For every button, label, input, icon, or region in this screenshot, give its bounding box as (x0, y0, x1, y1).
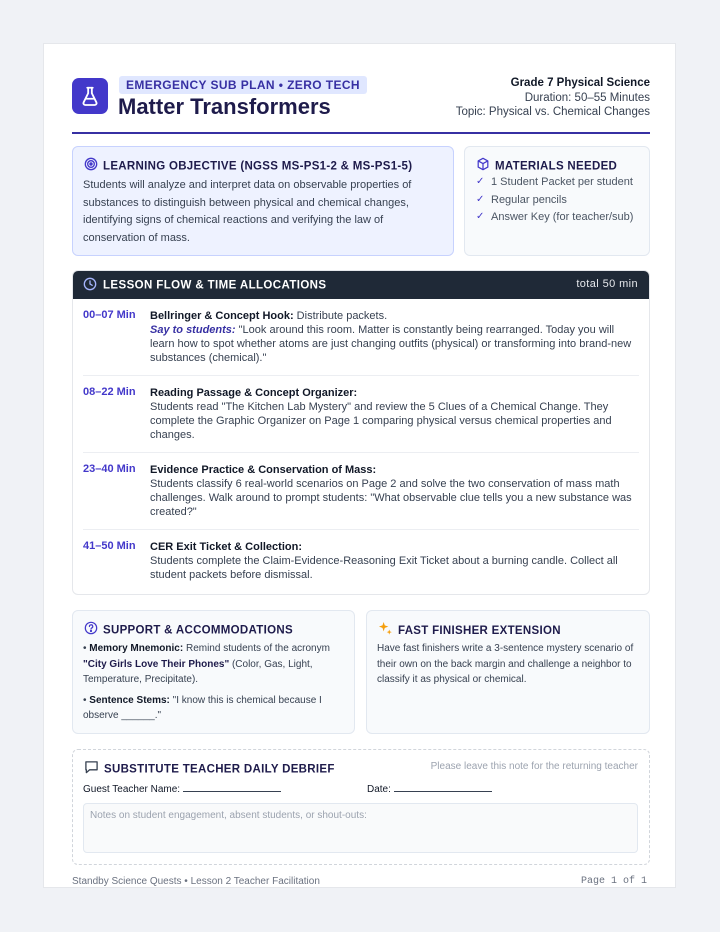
timeline-row (83, 386, 639, 453)
time-range: 00–07 Min (83, 309, 136, 321)
materials-item: ✓ Answer Key (for teacher/sub) (476, 211, 634, 223)
question-circle-icon (84, 621, 98, 640)
date-field[interactable]: Date: (367, 783, 492, 795)
lesson-flow-header (73, 271, 649, 299)
flask-icon (72, 78, 108, 114)
timeline-text: Evidence Practice & Conservation of Mass: Students classify 6 real-world scenarios on Page 2 and solve the two conservation of mass math challenges. Walk around to prompt students: "What observable clue tells you a new substance was created?" (150, 464, 632, 518)
duration-label: Duration: 50–55 Minutes (524, 91, 650, 104)
time-range: 08–22 Min (83, 386, 136, 398)
timeline-row (83, 463, 639, 530)
emergency-badge: EMERGENCY SUB PLAN • ZERO TECH (119, 76, 367, 94)
materials-item: ✓ Regular pencils (476, 193, 567, 206)
timeline-row (83, 309, 639, 376)
objective-heading: LEARNING OBJECTIVE (NGSS MS-PS1-2 & MS-PS1-5) (84, 157, 412, 173)
debrief-note: Please leave this note for the returning teacher (430, 761, 638, 772)
lesson-flow-card (72, 270, 650, 595)
timeline-text: CER Exit Ticket & Collection: Students complete the Claim-Evidence-Reasoning Exit Ticket about a burning candle. Collect all student packets before dismissal. (150, 541, 618, 581)
timeline-text: Bellringer & Concept Hook: Distribute packets. Say to students: "Look around this room. Matter is constantly being rearranged. Today you will learn how to spot whether atoms are just changing outfits (physical) or transforming into brand-new substances (chemical)." (150, 310, 632, 364)
target-icon (84, 157, 98, 176)
footer-left: Standby Science Quests • Lesson 2 Teacher Facilitation (72, 876, 320, 887)
materials-heading: MATERIALS NEEDED (476, 157, 617, 173)
grade-label: Grade 7 Physical Science (510, 77, 650, 89)
notes-textarea[interactable]: Notes on student engagement, absent students, or shout-outs: (83, 803, 638, 853)
time-range: 23–40 Min (83, 463, 136, 475)
clock-icon (83, 277, 97, 294)
lesson-plan-page (43, 43, 676, 888)
fast-finisher-heading: FAST FINISHER EXTENSION (378, 621, 561, 637)
check-icon: ✓ (476, 176, 485, 187)
cube-icon (476, 157, 490, 176)
chat-icon (84, 760, 99, 779)
list-item: • Sentence Stems: "I know this is chemical because I observe ______." (83, 694, 322, 721)
support-heading: SUPPORT & ACCOMMODATIONS (84, 621, 293, 637)
guest-teacher-field[interactable]: Guest Teacher Name: (83, 783, 281, 795)
sparkle-icon (378, 621, 393, 641)
support-list (83, 641, 345, 729)
lesson-meta (456, 76, 650, 120)
objective-text: Students will analyze and interpret data on observable properties of substances to distinguish between physical and chemical changes, identifying signs of chemical reactions and verifying the law of conservation of mass. (83, 179, 412, 244)
debrief-heading: SUBSTITUTE TEACHER DAILY DEBRIEF (84, 760, 335, 776)
fast-finisher-card (366, 610, 650, 734)
check-icon: ✓ (476, 193, 485, 205)
timeline-text: Reading Passage & Concept Organizer: Students read "The Kitchen Lab Mystery" and review the 5 Clues of a Chemical Change. They complete the Graphic Organizer on Page 1 comparing physical versus chemical properties and changes. (150, 387, 612, 441)
fast-finisher-text: Have fast finishers write a 3-sentence mystery scenario of their own on the back margin and challenge a neighbor to classify it as physical or chemical. (377, 643, 634, 685)
topic-label: Topic: Physical vs. Chemical Changes (455, 106, 650, 118)
support-card (72, 610, 355, 734)
check-icon: ✓ (476, 211, 485, 222)
lesson-flow-heading: LESSON FLOW & TIME ALLOCATIONS (83, 277, 326, 294)
materials-card (464, 146, 650, 256)
page-title: Matter Transformers (118, 94, 331, 119)
page-number: Page 1 of 1 (580, 876, 647, 887)
materials-item: ✓ 1 Student Packet per student (476, 176, 633, 188)
learning-objective-card (72, 146, 454, 256)
header (72, 76, 650, 134)
timeline-row (83, 540, 639, 586)
list-item: • Memory Mnemonic: Remind students of the acronym "City Girls Love Their Phones" (Color, Gas, Light, Temperature, Precipitate). (83, 643, 330, 685)
debrief-card (72, 749, 650, 865)
total-time: total 50 min (576, 278, 638, 290)
time-range: 41–50 Min (83, 540, 136, 552)
materials-list (476, 175, 641, 228)
